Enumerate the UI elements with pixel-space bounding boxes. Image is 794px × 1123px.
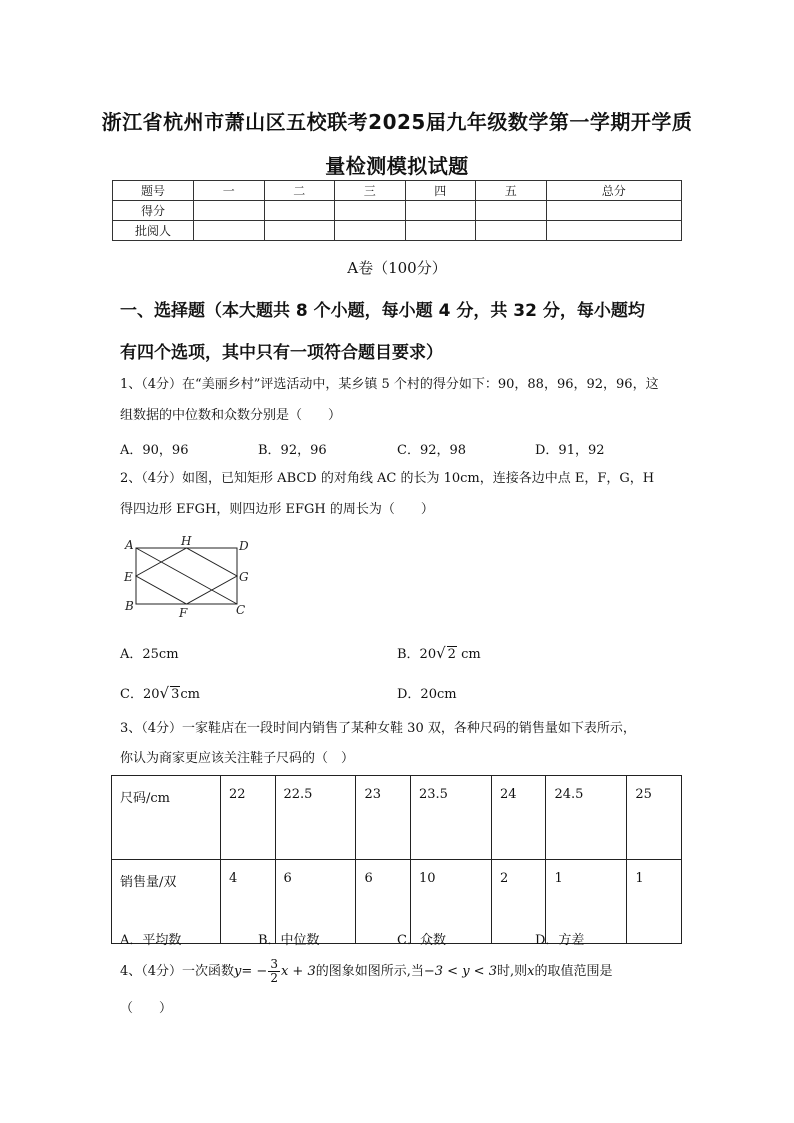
- score-header-cell: 一: [194, 181, 265, 201]
- section1-heading-line2: 有四个选项，其中只有一项符合题目要求）: [120, 343, 443, 363]
- grader-cell: [476, 221, 547, 241]
- q1-text-line1: 1、（4分）在“美丽乡村”评选活动中，某乡镇 5 个村的得分如下：90，88，96，92，96，这: [120, 377, 659, 392]
- label-e: E: [124, 570, 133, 584]
- sqrt-icon: √: [159, 684, 170, 702]
- score-cell: [546, 201, 682, 221]
- score-cell: [335, 201, 406, 221]
- score-table-header-row: [113, 181, 682, 201]
- table-cell: 22: [221, 776, 276, 860]
- q4-var-x: x: [527, 964, 535, 979]
- q2-option-b-unit: cm: [461, 647, 481, 662]
- label-b: B: [125, 599, 134, 613]
- table-cell: 22.5: [275, 776, 356, 860]
- q4-fraction: [268, 958, 280, 985]
- rectangle-figure: [118, 533, 258, 619]
- table-cell: 4: [221, 860, 276, 944]
- grader-cell: [264, 221, 335, 241]
- score-header-cell: 总分: [546, 181, 682, 201]
- q4-mid: 的图象如图所示,当: [315, 964, 424, 979]
- sqrt-icon: √: [436, 644, 446, 662]
- q2-option-c-unit: cm: [180, 687, 200, 702]
- q3-option-d: D．方差: [535, 933, 585, 948]
- score-header-cell: 题号: [113, 181, 194, 201]
- q4-inequality: −3 < y < 3: [423, 964, 497, 979]
- section1-heading-line1: 一、选择题（本大题共 8 个小题，每小题 4 分，共 32 分，每小题均: [120, 301, 645, 321]
- q4-frac-num: 3: [270, 957, 278, 971]
- table-cell: 10: [410, 860, 491, 944]
- label-g: G: [239, 570, 249, 584]
- q4-after-frac: x + 3: [280, 964, 316, 979]
- table-cell: 1: [627, 860, 682, 944]
- shoe-size-table: [111, 775, 682, 944]
- table-cell: 尺码/cm: [112, 776, 221, 860]
- grader-cell: [405, 221, 476, 241]
- table-cell: 6: [356, 860, 411, 944]
- grader-cell: [335, 221, 406, 241]
- q2-text-line1: 2、（4分）如图，已知矩形 ABCD 的对角线 AC 的长为 10cm，连接各边中点 E，F，G，H: [120, 471, 655, 486]
- label-a: A: [125, 538, 134, 552]
- q2-option-b-radicand: 2: [447, 647, 456, 662]
- score-cell: [194, 201, 265, 221]
- table-cell: 24: [491, 776, 546, 860]
- q2-option-b-prefix: B．20: [397, 647, 437, 662]
- q3-option-a: A．平均数: [120, 933, 182, 948]
- q1-text-line2: 组数据的中位数和众数分别是（ ）: [120, 408, 342, 423]
- score-header-cell: 四: [405, 181, 476, 201]
- table-cell: 6: [275, 860, 356, 944]
- q2-option-c: [120, 683, 200, 702]
- q2-option-a: A．25cm: [120, 647, 179, 662]
- exam-title-line2: 量检测模拟试题: [325, 154, 469, 178]
- q2-option-c-radicand: 3: [171, 687, 180, 702]
- label-f: F: [179, 606, 188, 619]
- q1-option-c: C．92，98: [397, 443, 467, 458]
- table-cell: 25: [627, 776, 682, 860]
- score-table: [112, 180, 682, 241]
- score-cell: [264, 201, 335, 221]
- score-header-cell: 五: [476, 181, 547, 201]
- q3-option-b: B．中位数: [258, 933, 320, 948]
- table-cell: 2: [491, 860, 546, 944]
- score-table-grader-row: [113, 221, 682, 241]
- grader-cell: [546, 221, 682, 241]
- table-cell: 23: [356, 776, 411, 860]
- grader-row-label: 批阅人: [113, 221, 194, 241]
- q4-frac-den: 2: [270, 971, 278, 985]
- table-cell: 23.5: [410, 776, 491, 860]
- score-header-cell: 二: [264, 181, 335, 201]
- exam-title-line1: 浙江省杭州市萧山区五校联考2025届九年级数学第一学期开学质: [101, 110, 693, 134]
- score-row-label: 得分: [113, 201, 194, 221]
- q4-var-y: y: [234, 964, 242, 979]
- volume-heading: A卷（100分）: [347, 259, 447, 277]
- table-cell: 24.5: [546, 776, 627, 860]
- q3-option-c: C．众数: [397, 933, 446, 948]
- score-cell: [476, 201, 547, 221]
- q3-text-line1: 3、（4分）一家鞋店在一段时间内销售了某种女鞋 30 双，各种尺码的销售量如下表所示，: [120, 721, 636, 736]
- q2-option-b: [397, 643, 481, 662]
- q2-option-d: D．20cm: [397, 687, 457, 702]
- q1-option-b: B．92，96: [258, 443, 327, 458]
- table-cell: 1: [546, 860, 627, 944]
- shoe-size-row: [112, 776, 682, 860]
- q1-option-a: A．90，96: [120, 443, 189, 458]
- q4-tail1: 时,则: [496, 964, 528, 979]
- q4-tail2: 的取值范围是: [534, 964, 613, 979]
- label-d: D: [239, 539, 249, 553]
- q2-option-c-prefix: C．20: [120, 687, 160, 702]
- q2-text-line2: 得四边形 EFGH，则四边形 EFGH 的周长为（ ）: [120, 502, 434, 517]
- score-header-cell: 三: [335, 181, 406, 201]
- label-h: H: [181, 534, 192, 548]
- q3-text-line2: 你认为商家更应该关注鞋子尺码的（ ）: [120, 751, 355, 766]
- label-c: C: [236, 603, 246, 617]
- diagonal-ac: [136, 548, 237, 604]
- grader-cell: [194, 221, 265, 241]
- q4-prefix: 4、（4分）一次函数: [120, 964, 235, 979]
- q1-option-d: D．91，92: [535, 443, 605, 458]
- q4-text-line2: （ ）: [120, 1001, 173, 1016]
- q4-text-line1: [120, 957, 612, 987]
- table-cell: 销售量/双: [112, 860, 221, 944]
- q4-eq: = −: [241, 964, 268, 979]
- score-table-score-row: [113, 201, 682, 221]
- score-cell: [405, 201, 476, 221]
